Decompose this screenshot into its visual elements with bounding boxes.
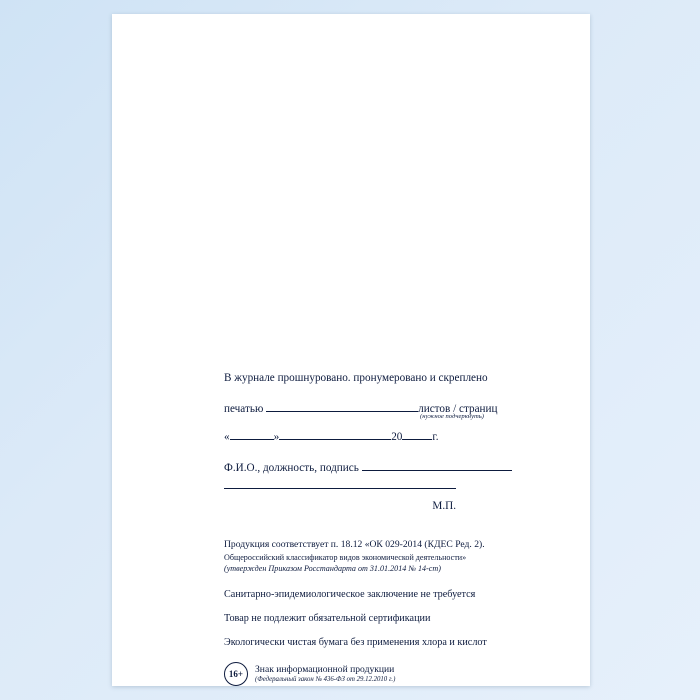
age-rating-label: Знак информационной продукции [255,663,395,675]
underline-hint: (нужное подчеркнуть) [420,413,484,421]
signature-rule[interactable] [224,487,456,489]
okved-line-1: Продукция соответствует п. 18.12 «ОК 029-2014 (КДЕС Ред. 2). [224,539,485,551]
okved-line-2: Общероссийский классификатор видов экономической деятельности» [224,552,467,562]
seal-fill-line[interactable] [266,400,418,412]
day-fill-line[interactable] [230,428,274,440]
mp-label: М.П. [432,500,456,513]
quote-close: » [273,431,280,444]
year-prefix: 20 [391,431,403,444]
statement-ecology: Экологически чистая бумага без применения хлора и кислот [224,636,487,648]
document-content [224,370,560,686]
date-row [224,428,560,443]
age-rating-texts [255,664,395,684]
seal-label: печатью [224,403,264,416]
sheets-label: листов / страниц [418,403,498,416]
quote-open: « [224,431,230,444]
age-rating-row [224,662,560,686]
statement-certification: Товар не подлежит обязательной сертификации [224,612,431,624]
month-fill-line[interactable] [279,428,391,440]
fio-fill-line[interactable] [362,459,512,471]
seal-row [224,400,560,421]
year-suffix: г. [432,431,439,444]
okved-line-3: (утвержден Приказом Росстандарта от 31.01.2014 № 14-ст) [224,564,441,574]
fio-row [224,459,560,474]
age-rating-icon: 16+ [224,662,248,686]
age-rating-law: (Федеральный закон № 436-ФЗ от 29.12.2010 г.) [255,675,396,683]
fio-label: Ф.И.О., должность, подпись [224,462,359,475]
statement-sanitary: Санитарно-эпидемиологическое заключение не требуется [224,588,476,600]
okved-block [224,538,560,575]
year-fill-line[interactable] [402,428,432,440]
document-page [112,14,590,686]
journal-note: В журнале прошнуровано. пронумеровано и скреплено [224,372,488,384]
